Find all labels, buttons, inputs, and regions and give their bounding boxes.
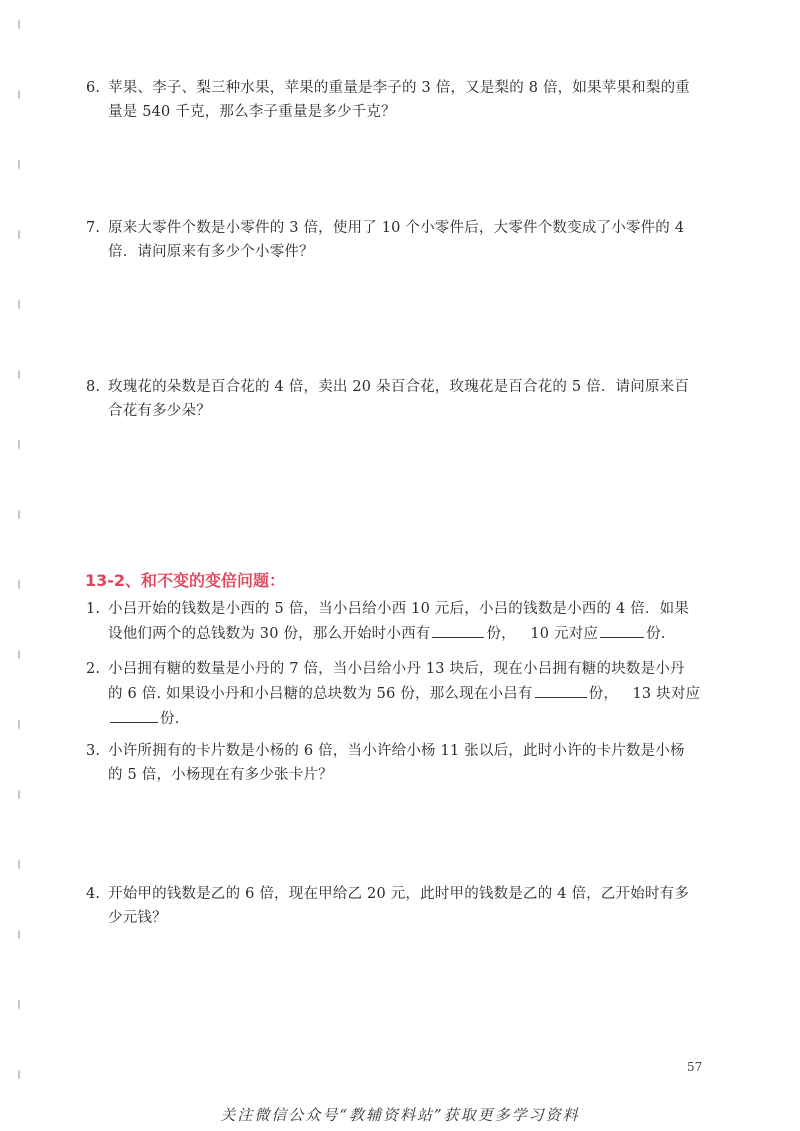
question-line bbox=[86, 681, 726, 706]
answer-blank[interactable] bbox=[432, 621, 484, 638]
footer-watermark: 关注微信公众号“教辅资料站”获取更多学习资料 bbox=[220, 1106, 580, 1124]
question-line: 玫瑰花的朵数是百合花的 4 倍，卖出 20 朵百合花，玫瑰花是百合花的 5 倍．请问原来百 bbox=[108, 379, 690, 395]
section-question-3 bbox=[86, 739, 726, 787]
question-6 bbox=[86, 76, 726, 124]
question-number: 6. bbox=[86, 80, 101, 96]
question-number: 7. bbox=[86, 220, 101, 236]
question-line: 小吕开始的钱数是小西的 5 倍，当小吕给小西 10 元后，小吕的钱数是小西的 4 倍．如果 bbox=[108, 601, 690, 617]
question-line: 的 5 倍，小杨现在有多少张卡片？ bbox=[108, 767, 333, 783]
answer-blank[interactable] bbox=[535, 681, 587, 698]
question-line: 倍．请问原来有多少个小零件？ bbox=[108, 244, 314, 260]
question-8 bbox=[86, 375, 726, 423]
question-line: 苹果、李子、梨三种水果，苹果的重量是李子的 3 倍，又是梨的 8 倍，如果苹果和梨的重 bbox=[108, 80, 690, 96]
section-question-2 bbox=[86, 657, 726, 731]
question-line bbox=[86, 621, 726, 646]
question-line: 小吕拥有糖的数量是小丹的 7 倍，当小吕给小丹 13 块后，现在小吕拥有糖的块数是小丹 bbox=[108, 661, 685, 677]
answer-blank[interactable] bbox=[110, 706, 158, 723]
unit-text: 份. bbox=[646, 626, 666, 642]
question-number: 4. bbox=[86, 886, 101, 902]
question-line: 少元钱？ bbox=[108, 910, 167, 926]
question-line: 小许所拥有的卡片数是小杨的 6 倍，当小许给小杨 11 张以后，此时小许的卡片数是小杨 bbox=[108, 743, 685, 759]
question-text: 设他们两个的总钱数为 30 份，那么开始时小西有 bbox=[108, 626, 431, 642]
question-number: 8. bbox=[86, 379, 101, 395]
question-text: 的 6 倍. 如果设小丹和小吕糖的总块数为 56 份，那么现在小吕有 bbox=[108, 686, 533, 702]
answer-blank[interactable] bbox=[600, 621, 644, 638]
question-line: 合花有多少朵？ bbox=[108, 403, 211, 419]
section-title: 13-2、和不变的变倍问题： bbox=[85, 571, 286, 590]
unit-text: 份， bbox=[588, 686, 619, 702]
question-line: 量是 540 千克，那么李子重量是多少千克？ bbox=[108, 104, 396, 120]
question-text: 10 元对应 bbox=[530, 626, 599, 642]
question-number: 3. bbox=[86, 743, 101, 759]
question-line bbox=[86, 706, 726, 731]
question-text: 13 块对应 bbox=[632, 686, 701, 702]
binding-marks bbox=[14, 0, 26, 1131]
unit-text: 份. bbox=[160, 711, 180, 727]
question-number: 1. bbox=[86, 601, 101, 617]
section-question-4 bbox=[86, 882, 726, 930]
question-7 bbox=[86, 216, 726, 264]
unit-text: 份， bbox=[486, 626, 516, 642]
section-question-1 bbox=[86, 597, 726, 646]
question-line: 原来大零件个数是小零件的 3 倍，使用了 10 个小零件后，大零件个数变成了小零件的 4 bbox=[108, 220, 685, 236]
question-line: 开始甲的钱数是乙的 6 倍，现在甲给乙 20 元，此时甲的钱数是乙的 4 倍，乙开始时有多 bbox=[108, 886, 690, 902]
page-number: 57 bbox=[687, 1060, 703, 1074]
question-number: 2. bbox=[86, 661, 101, 677]
